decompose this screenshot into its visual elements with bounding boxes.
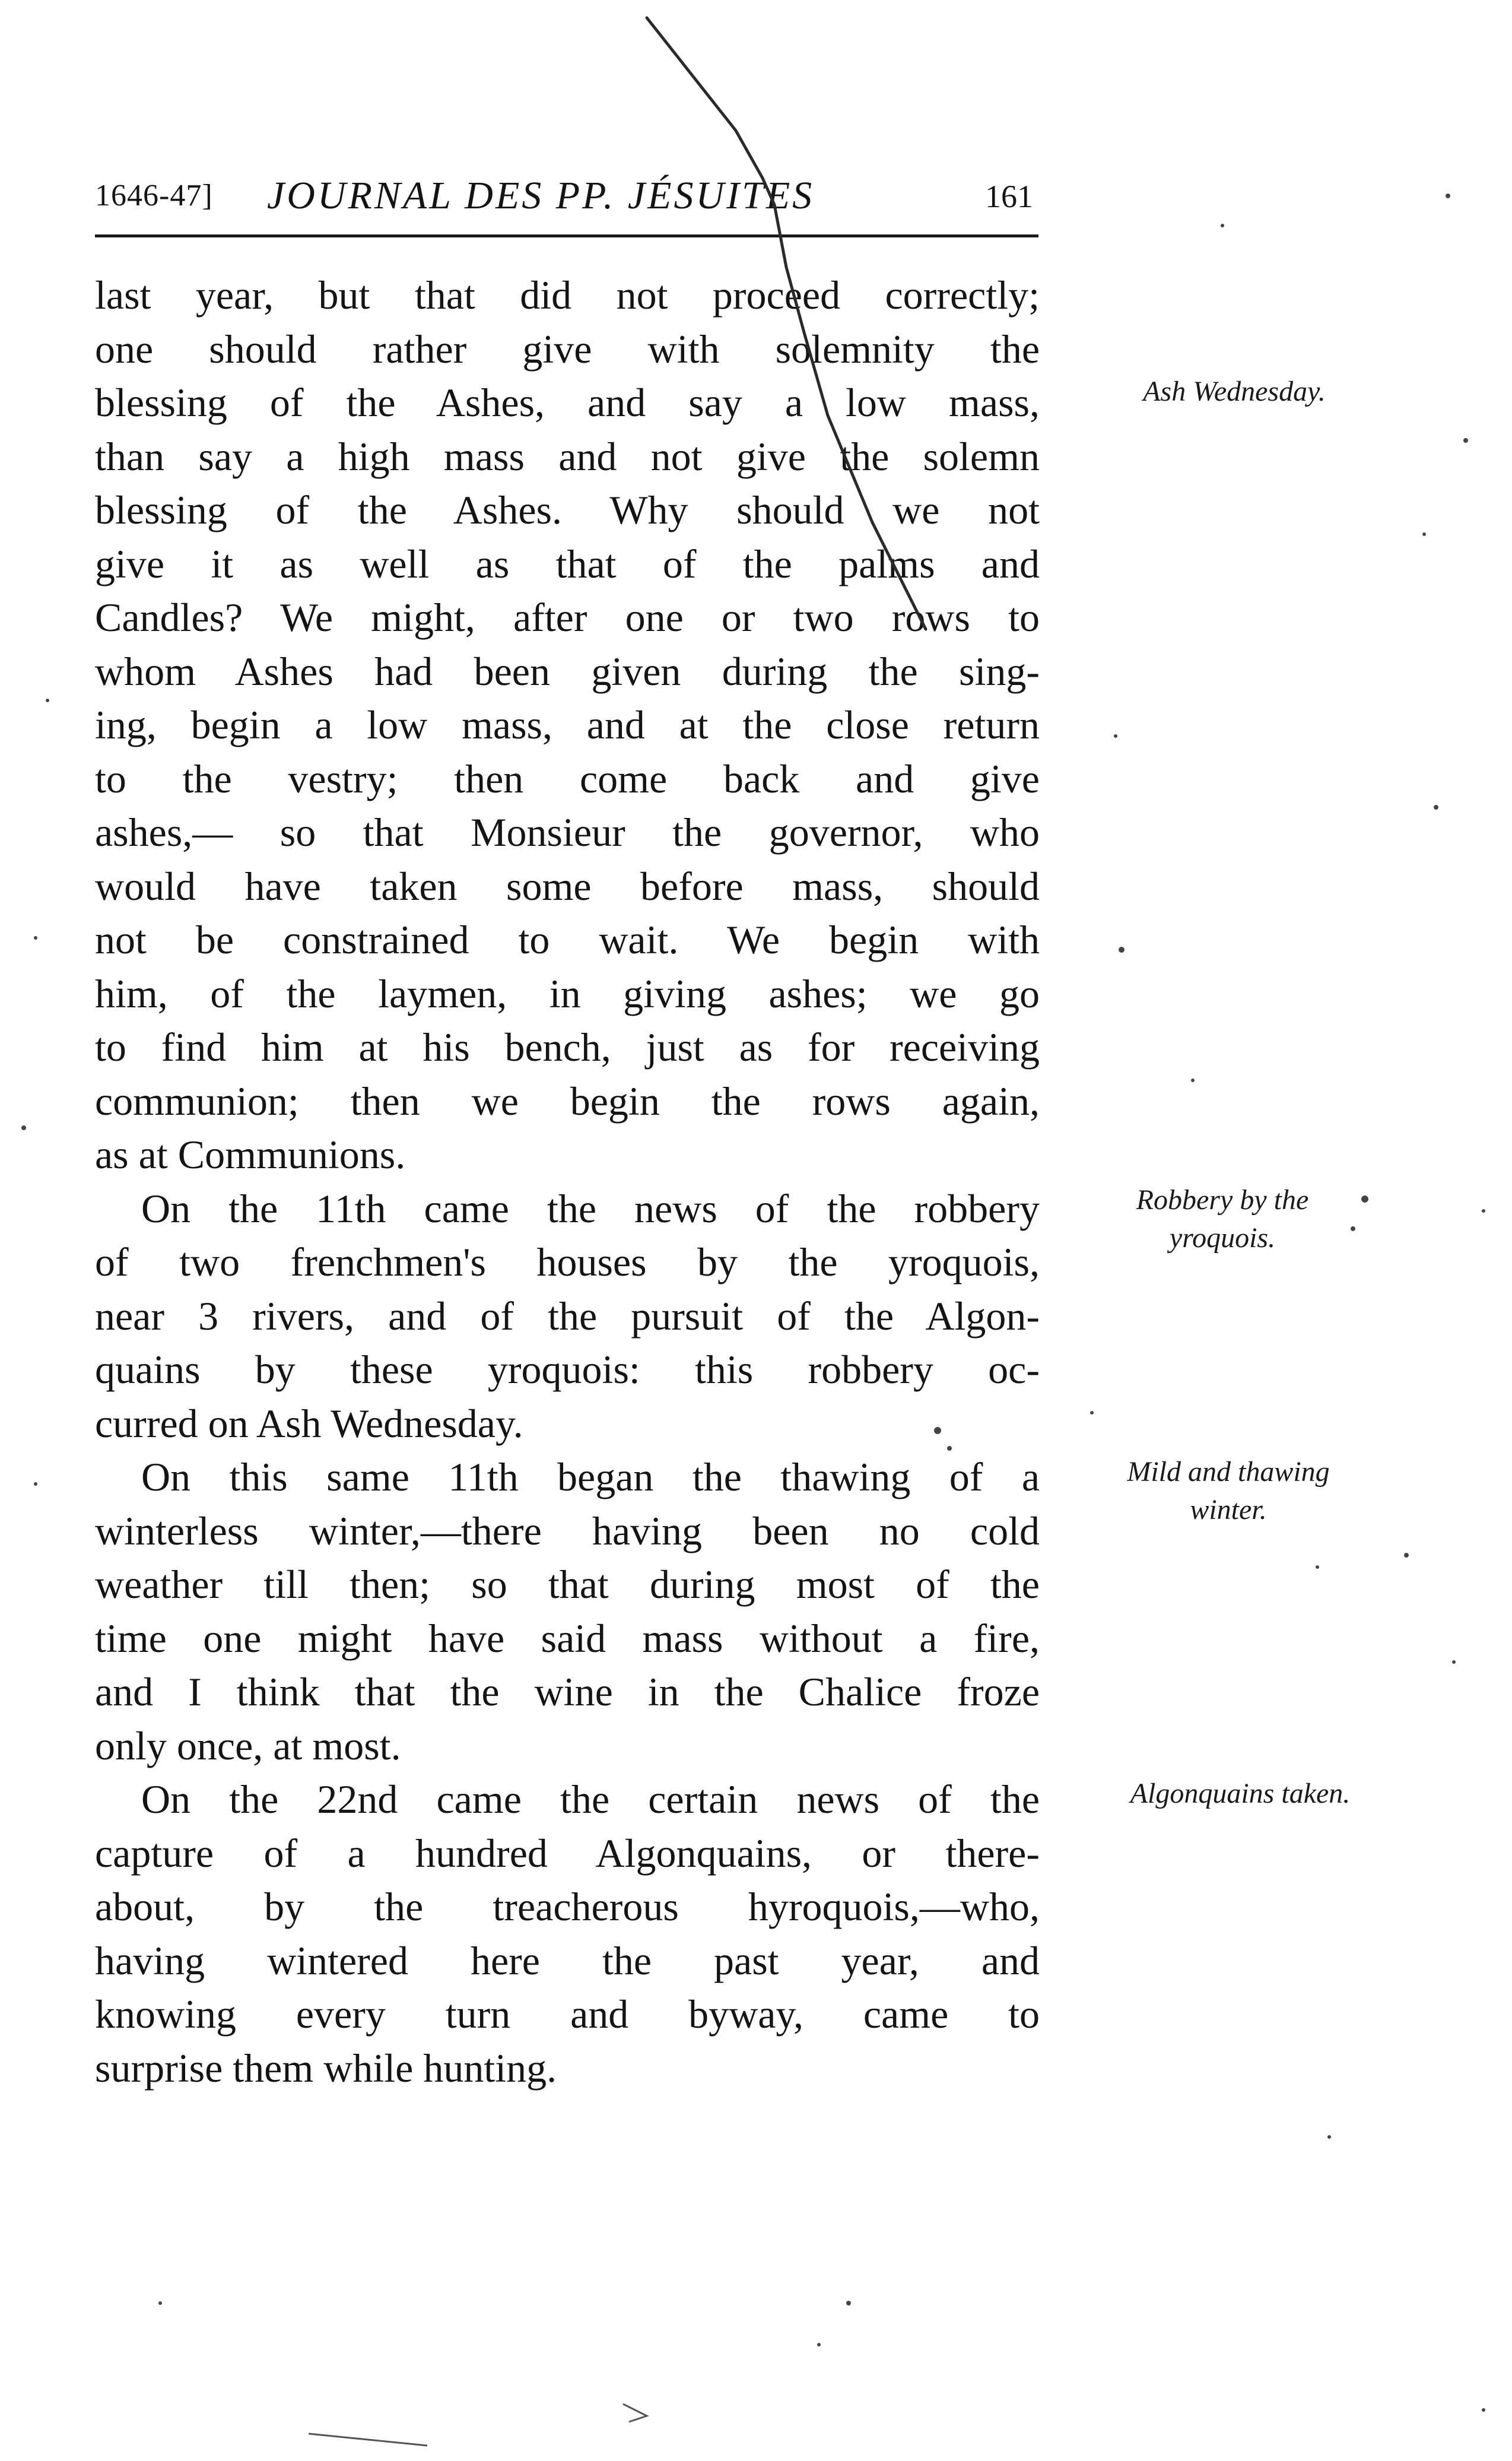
text-line: of two frenchmen's houses by the yroquois,: [95, 1239, 1040, 1285]
text-line: blessing of the Ashes. Why should we not: [95, 487, 1040, 532]
text-line: blessing of the Ashes, and say a low mass,: [95, 380, 1040, 425]
side-note-line: Robbery by the: [1136, 1184, 1309, 1216]
text-line: as at Communions.: [95, 1132, 406, 1177]
text-line: would have taken some before mass, should: [95, 863, 1040, 909]
text-line: only once, at most.: [95, 1723, 401, 1768]
text-line: and I think that the wine in the Chalice froze: [95, 1669, 1040, 1714]
side-note-line: Ash Wednesday.: [1143, 376, 1326, 407]
text-line: knowing every turn and byway, came to: [95, 1991, 1040, 2037]
text-line: one should rather give with solemnity the: [95, 326, 1040, 372]
text-line: On the 22nd came the certain news of the: [141, 1777, 1040, 1822]
header-rule: [95, 234, 1038, 237]
text-line: capture of a hundred Algonquains, or there-: [95, 1830, 1040, 1876]
paragraph: [95, 1772, 1040, 2095]
text-line: weather till then; so that during most of the: [95, 1562, 1040, 1607]
side-note-line: Mild and thawing: [1127, 1456, 1330, 1488]
text-line: curred on Ash Wednesday.: [95, 1400, 523, 1446]
text-line: time one might have said mass without a fire,: [95, 1615, 1040, 1661]
text-line: communion; then we begin the rows again,: [95, 1078, 1040, 1124]
text-line: ashes,— so that Monsieur the governor, who: [95, 810, 1040, 855]
text-line: winterless winter,—there having been no cold: [95, 1508, 1040, 1553]
text-line: give it as well as that of the palms and: [95, 541, 1040, 586]
side-note-line: yroquois.: [1169, 1222, 1276, 1254]
side-note-robbery: [1092, 1181, 1353, 1257]
text-line: On this same 11th began the thawing of a: [141, 1454, 1040, 1499]
text-line: about, by the treacherous hyroquois,—who,: [95, 1884, 1040, 1929]
page-number: 161: [985, 179, 1033, 214]
text-line: to the vestry; then come back and give: [95, 756, 1040, 801]
text-line: Candles? We might, after one or two rows to: [95, 595, 1040, 640]
side-note-line: winter.: [1190, 1494, 1267, 1526]
text-line: near 3 rivers, and of the pursuit of the Algon-: [95, 1293, 1040, 1339]
header-title: JOURNAL DES PP. JÉSUITES: [267, 174, 815, 217]
text-line: than say a high mass and not give the solemn: [95, 433, 1040, 479]
side-note-ash-wednesday: [1080, 373, 1389, 411]
paragraph: [95, 1450, 1040, 1772]
text-line: to find him at his bench, just as for receiving: [95, 1025, 1040, 1070]
paragraph: [95, 268, 1040, 1182]
text-line: not be constrained to wait. We begin with: [95, 917, 1040, 962]
text-line: last year, but that did not proceed correctly;: [95, 272, 1040, 318]
text-line: On the 11th came the news of the robbery: [141, 1185, 1040, 1231]
text-line: ing, begin a low mass, and at the close return: [95, 702, 1040, 747]
text-line: quains by these yroquois: this robbery oc-: [95, 1347, 1040, 1392]
side-note-algonquains-taken: [1062, 1775, 1418, 1813]
text-line: whom Ashes had been given during the sing-: [95, 648, 1040, 694]
paragraph: [95, 1182, 1040, 1451]
header-years: 1646-47]: [95, 179, 213, 213]
side-note-line: Algonquains taken.: [1130, 1778, 1351, 1809]
text-line: surprise them while hunting.: [95, 2045, 557, 2091]
side-note-mild-winter: [1068, 1453, 1389, 1529]
text-line: him, of the laymen, in giving ashes; we go: [95, 971, 1040, 1016]
text-line: having wintered here the past year, and: [95, 1937, 1040, 1983]
body-text: [95, 268, 1040, 2095]
